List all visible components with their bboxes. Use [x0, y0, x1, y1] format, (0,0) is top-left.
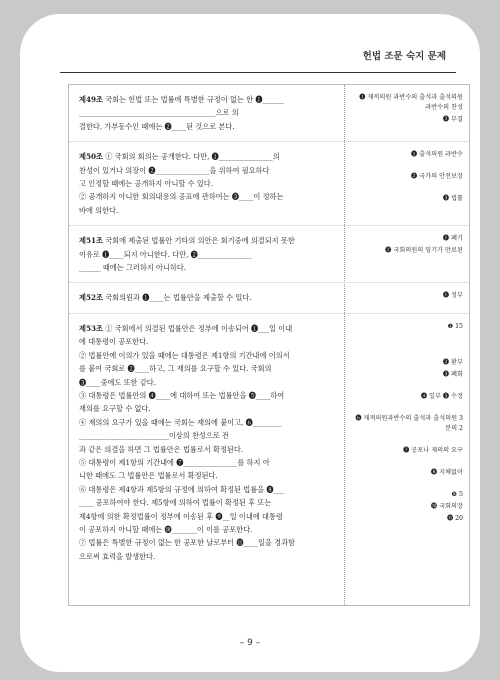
- question-line: 과 같은 의결을 하면 그 법률안은 법률로서 확정된다.: [79, 444, 244, 454]
- question-text: [69, 142, 345, 225]
- question-line: 제4항에 의한 확정법률이 정부에 이송된 후 ❾__일 이내에 대통령: [79, 511, 283, 521]
- answer-item: ❸ 법률: [442, 195, 463, 203]
- question-line: ⑦ 법률은 특별한 규정이 없는 한 공포한 날로부터 ⓫____일을 경과함: [79, 538, 295, 548]
- document-page: [20, 14, 480, 672]
- question-text: [69, 283, 345, 312]
- answer-key: [353, 93, 463, 127]
- answer-item: ❼ 공포나 재의의 요구: [403, 446, 463, 454]
- answer-key: [353, 150, 463, 206]
- question-line: _________________________이상의 찬성으로 전: [79, 431, 229, 441]
- article-number: 제53조: [79, 323, 103, 333]
- article-52: [69, 283, 469, 313]
- article-number: 제50조: [79, 152, 103, 162]
- answer-item: ❻ 재적의원과반수의 출석과 출석의원 3분의 2: [355, 414, 463, 432]
- article-50: [69, 142, 469, 226]
- answer-item: ⓫ 20: [446, 514, 463, 522]
- answer-item: ❸ 폐회: [442, 370, 463, 378]
- article-number: 제52조: [79, 293, 103, 303]
- question-line: ⑤ 대통령이 제1항의 기간내에 ❼_______________를 하지 아: [79, 457, 270, 467]
- question-line: 국회에 제출된 법률안 기타의 의안은 회기중에 의결되지 못한: [105, 236, 295, 246]
- question-line: 이 공포하지 아니할 때에는 ❿_______이 이를 공포한다.: [79, 524, 253, 534]
- question-line: ______ 때에는 그러하지 아니하다.: [79, 263, 187, 273]
- article-number: 제49조: [79, 95, 103, 104]
- question-line: 고 인정할 때에는 공개하지 아니할 수 있다.: [79, 179, 214, 189]
- question-line: 국회의원과 ❶____는 법률안을 제출할 수 있다.: [105, 293, 252, 303]
- question-line: 결한다. 가부동수인 때에는 ❷____된 것으로 본다.: [79, 121, 235, 131]
- answer-item: ❶ 재적의원 과반수의 출석과 출석의원 과반수의 찬성: [359, 94, 463, 111]
- question-line: ① 국회의 회의는 공개한다. 다만, ❶_______________의: [105, 152, 280, 162]
- question-text: [69, 226, 345, 282]
- answer-item: ❶ 정부: [442, 292, 463, 300]
- question-line: ② 공개하지 아니한 회의내용의 공표에 관하여는 ❸____이 정하는: [79, 192, 284, 202]
- question-line: ❸____중에도 또한 같다.: [79, 377, 157, 387]
- answer-item: ❷ 환부: [442, 358, 463, 366]
- question-line: ② 법률안에 이의가 있을 때에는 대통령은 제1항의 기간내에 이의서: [79, 350, 290, 360]
- question-line: 재의를 요구할 수 없다.: [79, 404, 151, 414]
- answer-item: ❿ 국회의장: [430, 502, 463, 510]
- question-text: [69, 85, 345, 141]
- question-text: [69, 314, 345, 571]
- question-line: 찬성이 있거나 의장이 ❷_______________을 위하여 필요하다: [79, 165, 270, 175]
- article-49: [69, 85, 469, 142]
- question-line: ③ 대통령은 법률안의 ❹____에 대하여 또는 법률안을 ❺____하여: [79, 390, 285, 400]
- answer-item: ❾ 5: [451, 490, 463, 498]
- answer-key: [353, 291, 463, 303]
- question-line: 니한 때에도 그 법률안은 법률로서 확정된다.: [79, 471, 218, 481]
- question-line: 이유로 ❶____되지 아니한다. 다만, ❷_______________: [79, 249, 252, 259]
- question-line: 를 붙여 국회로 ❷____하고, 그 재의를 요구할 수 있다. 국회의: [79, 364, 272, 374]
- header-rule: [60, 72, 456, 73]
- answer-item: ❶ 15: [447, 322, 463, 330]
- answer-item: ❹ 일부 ❺ 수정: [420, 392, 463, 400]
- answer-item: ❷ 국가의 안전보장: [411, 173, 463, 181]
- question-line: ⑥ 대통령은 제4항과 제5항의 규정에 의하여 확정된 법률을 ❽___: [79, 484, 285, 494]
- question-table: [68, 84, 470, 606]
- question-line: ______________________________________으로 의: [79, 108, 239, 118]
- answer-item: ❶ 출석의원 과반수: [411, 151, 463, 159]
- article-blocks: [69, 85, 469, 571]
- question-line: 으로써 효력을 발생한다.: [79, 551, 156, 561]
- page-header-title: 헌법 조문 숙지 문제: [362, 51, 446, 62]
- answer-key: [353, 322, 463, 526]
- page-number: – 9 –: [239, 638, 261, 648]
- answer-item: ❷ 부결: [442, 116, 463, 123]
- article-53: [69, 314, 469, 571]
- article-number: 제51조: [79, 236, 103, 246]
- answer-item: ❷ 국회의원의 임기가 만료된: [385, 247, 463, 255]
- question-line: 바에 의한다.: [79, 205, 119, 215]
- question-line: 국회는 헌법 또는 법률에 특별한 규정이 없는 한 ❶______: [105, 95, 285, 104]
- question-line: ____ 공포하여야 한다. 제5항에 의하여 법률이 확정된 후 또는: [79, 498, 272, 508]
- article-51: [69, 226, 469, 283]
- answer-item: ❶ 폐기: [442, 235, 463, 243]
- question-line: ① 국회에서 의결된 법률안은 정부에 이송되어 ❶___일 이내: [105, 323, 293, 333]
- answer-key: [353, 234, 463, 258]
- question-line: ④ 재의의 요구가 있을 때에는 국회는 재의에 붙이고, ❻________: [79, 417, 282, 427]
- question-line: 에 대통령이 공포한다.: [79, 337, 149, 347]
- answer-item: ❽ 지체없이: [430, 468, 463, 476]
